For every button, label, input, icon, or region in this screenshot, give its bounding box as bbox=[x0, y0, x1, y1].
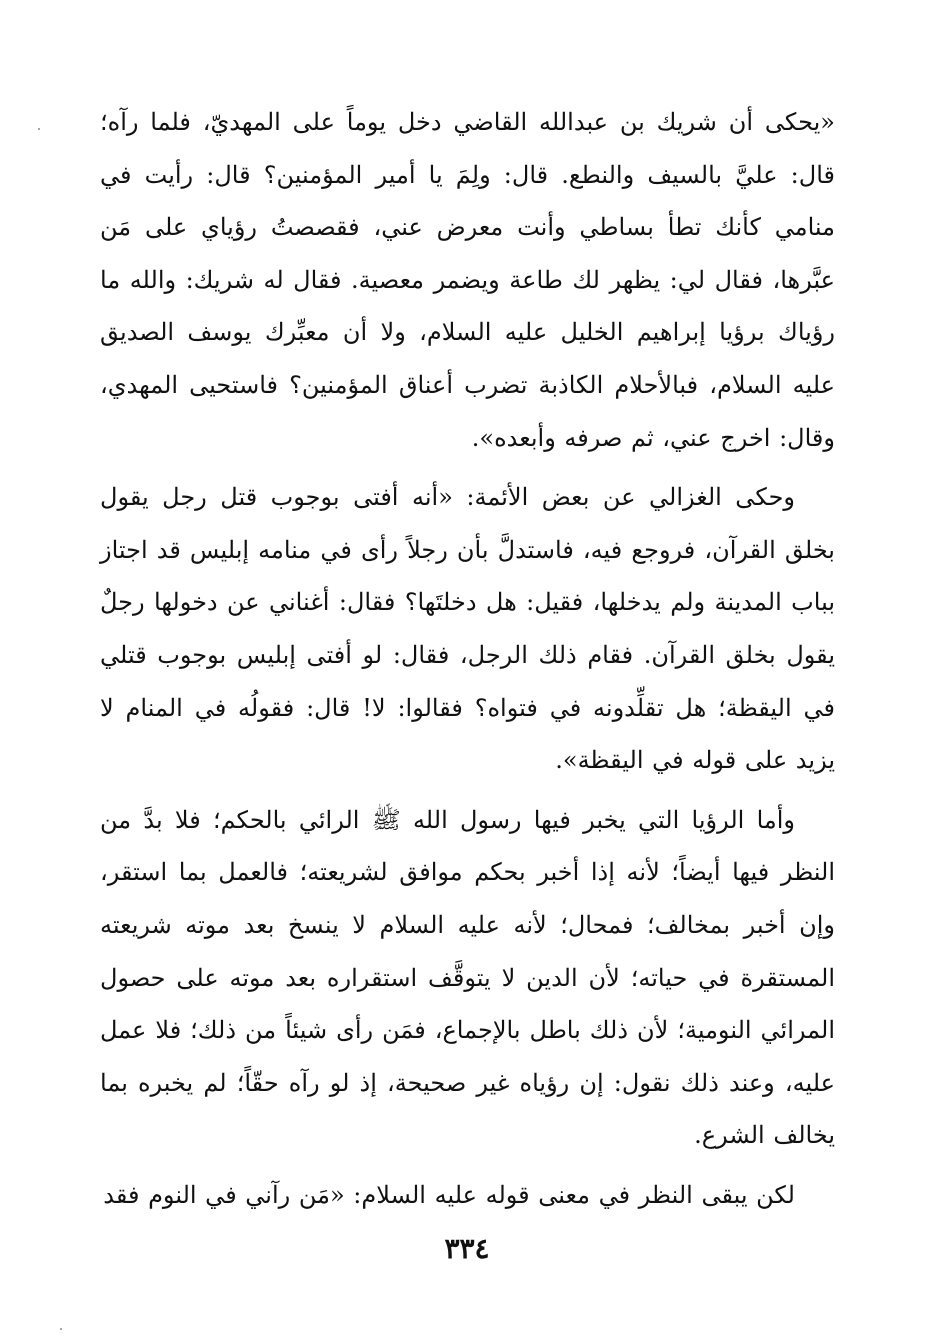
paragraph-1: «يحكى أن شريك بن عبدالله القاضي دخل يوماً على المهديّ، فلما رآه؛ قال: عليَّ بالسيف والنطع. قال: ولِمَ يا أمير المؤمنين؟ قال: رأيت في منامي كأنك تطأ بساطي وأنت معرض عني، فقصصتُ رؤياي على مَن عبَّرها، فقال لي: يظهر لك طاعة ويضمر معصية. فقال له شريك: والله ما رؤياك برؤيا إبراهيم الخليل عليه السلام، ولا أن معبِّرك يوسف الصديق عليه السلام، فبالأحلام الكاذبة تضرب أعناق المؤمنين؟ فاستحيى المهدي، وقال: اخرج عني، ثم صرفه وأبعده». bbox=[100, 108, 835, 452]
scan-speck bbox=[60, 1328, 62, 1330]
page-number: ٣٣٤ bbox=[444, 1232, 490, 1265]
scan-speck bbox=[38, 128, 40, 130]
paragraph-3: وأما الرؤيا التي يخبر فيها رسول الله ﷺ الرائي بالحكم؛ فلا بدَّ من النظر فيها أيضاً؛ لأنه إذا أخبر بحكم موافق لشريعته؛ فالعمل بما استقر، وإن أخبر بمخالف؛ فمحال؛ لأنه عليه السلام لا ينسخ بعد موته شريعته المستقرة في حياته؛ لأن الدين لا يتوقَّف استقراره بعد موته على حصول المرائي النومية؛ لأن ذلك باطل بالإجماع، فمَن رأى شيئاً من ذلك؛ فلا عمل عليه، وعند ذلك نقول: إن رؤياه غير صحيحة، إذ لو رآه حقّاً؛ لم يخبره بما يخالف الشرع. bbox=[100, 805, 835, 1150]
paragraph-2: وحكى الغزالي عن بعض الأئمة: «أنه أفتى بوجوب قتل رجل يقول بخلق القرآن، فروجع فيه، فاستدلَّ بأن رجلاً رأى في منامه إبليس قد اجتاز بباب المدينة ولم يدخلها، فقيل: هل دخلتَها؟ فقال: أغناني عن دخولها رجلٌ يقول بخلق القرآن. فقام ذلك الرجل، فقال: لو أفتى إبليس بوجوب قتلي في اليقظة؛ هل تقلِّدونه في فتواه؟ فقالوا: لا! قال: فقولُه في المنام لا يزيد على قوله في اليقظة». bbox=[100, 483, 836, 775]
paragraph-4: لكن يبقى النظر في معنى قوله عليه السلام: «مَن رآني في النوم فقد bbox=[103, 1180, 795, 1209]
body-text bbox=[100, 96, 835, 1221]
